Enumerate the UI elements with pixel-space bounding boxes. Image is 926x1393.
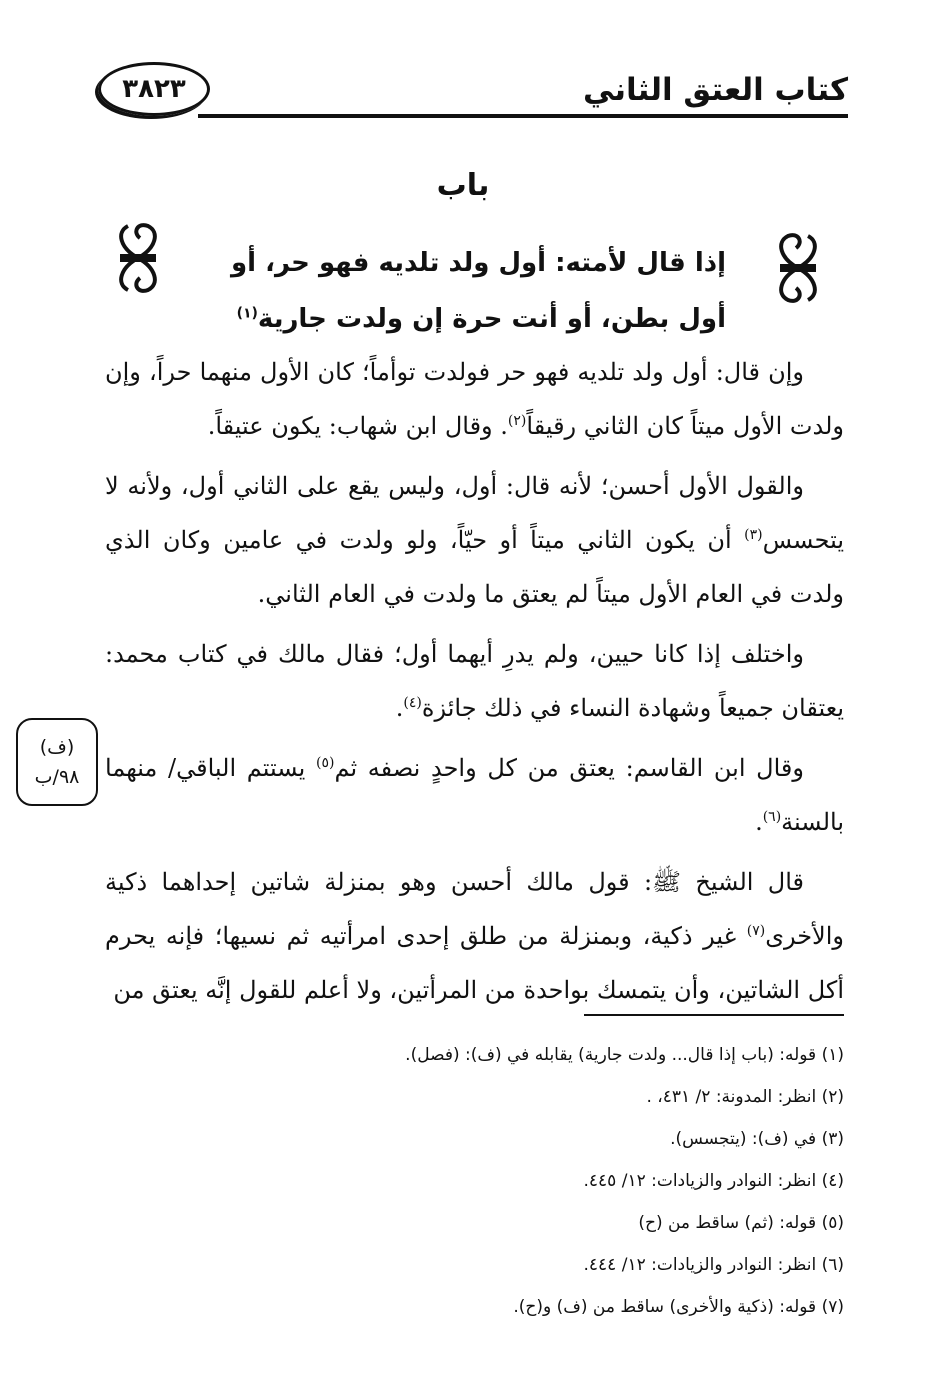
ornament-right-icon xyxy=(770,228,826,308)
paragraph-3 xyxy=(105,627,844,735)
footnote-item: (٦) انظر: النوادر والزيادات: ١٢/ ٤٤٤. xyxy=(583,1255,844,1275)
chapter-title xyxy=(220,235,726,347)
footnote-ref: (٧) xyxy=(746,923,766,939)
footnote-ref: (٥) xyxy=(316,755,335,771)
chapter-title-text: إذا قال لأمته: أول ولد تلديه فهو حر، أو أول بطن، أو أنت حرة إن ولدت جارية xyxy=(230,248,726,334)
paragraph-text: واختلف إذا كانا حيين، ولم يدرِ أيهما أول؛ فقال مالك في كتاب محمد: يعتقان جميعاً وشهادة النساء في ذلك جائزة xyxy=(105,640,844,722)
paragraph-text: يستتم الباقي/ منهما بالسنة xyxy=(105,754,844,836)
paragraph-text: قال الشيخ ﷺ: قول مالك أحسن وهو بمنزلة شاتين إحداهما ذكية والأخرى xyxy=(105,868,844,950)
footnote-ref: (١) xyxy=(236,305,258,322)
page-header xyxy=(98,62,848,124)
footnotes xyxy=(105,1040,844,1334)
paragraph-text: أن يكون الثاني ميتاً أو حيّاً، ولو ولدت في عامين وكان الذي ولدت في العام الأول ميتاً لم يعتق ما ولدت في العام الثاني. xyxy=(105,526,844,608)
paragraph-text: وقال ابن القاسم: يعتق من كل واحدٍ نصفه ثم xyxy=(334,754,804,782)
footnote-item: (٥) قوله: (ثم) ساقط من (ح) xyxy=(638,1213,844,1233)
header-rule xyxy=(198,114,848,118)
page-number: ٣٨٢٣ xyxy=(98,62,210,116)
section-heading: باب xyxy=(436,168,490,203)
footnote-item: (٤) انظر: النوادر والزيادات: ١٢/ ٤٤٥. xyxy=(583,1171,844,1191)
paragraph-text: . xyxy=(755,808,763,836)
paragraph-text: غير ذكية، وبمنزلة من طلق إحدى امرأتيه ثم نسيها؛ فإنه يحرم أكل الشاتين، وأن يتمسك بواحدة من المرأتين، ولا أعلم للقول إنَّه يعتق من xyxy=(105,922,844,1004)
ornament-left-icon xyxy=(110,218,166,298)
paragraph-text: والقول الأول أحسن؛ لأنه قال: أول، وليس يقع على الثاني أول، ولأنه لا يتحسس xyxy=(105,472,844,554)
footnote-ref: (٤) xyxy=(403,695,422,711)
body-text xyxy=(105,345,844,1023)
footnote-item: (٣) في (ف): (يتجسس). xyxy=(670,1129,844,1149)
manuscript-margin-note xyxy=(16,718,98,806)
paragraph-4 xyxy=(105,741,844,849)
footnote-divider xyxy=(584,1014,844,1016)
margin-note-line2: ٩٨/ب xyxy=(34,766,80,788)
paragraph-text: وإن قال: أول ولد تلديه فهو حر فولدت توأماً؛ كان الأول منهما حراً، وإن ولدت الأول ميتاً كان الثاني رقيقاً xyxy=(105,358,844,440)
footnote-ref: (٦) xyxy=(762,809,782,825)
margin-note-line1: (ف) xyxy=(39,736,75,758)
footnote-item: (٧) قوله: (ذكية والأخرى) ساقط من (ف) و(ح). xyxy=(513,1297,844,1317)
footnote-ref: (٢) xyxy=(507,413,527,429)
paragraph-2 xyxy=(105,459,844,621)
paragraph-1 xyxy=(105,345,844,453)
footnote-item: (٢) انظر: المدونة: ٢/ ٤٣١، . xyxy=(646,1087,844,1107)
paragraph-text: . xyxy=(395,694,404,722)
paragraph-5 xyxy=(105,855,844,1017)
footnote-item: (١) قوله: (باب إذا قال... ولدت جارية) يقابله في (ف): (فصل). xyxy=(405,1045,844,1065)
footnote-ref: (٣) xyxy=(744,527,763,543)
running-title: كتاب العتق الثاني xyxy=(583,72,848,108)
paragraph-text: . وقال ابن شهاب: يكون عتيقاً. xyxy=(207,412,508,440)
